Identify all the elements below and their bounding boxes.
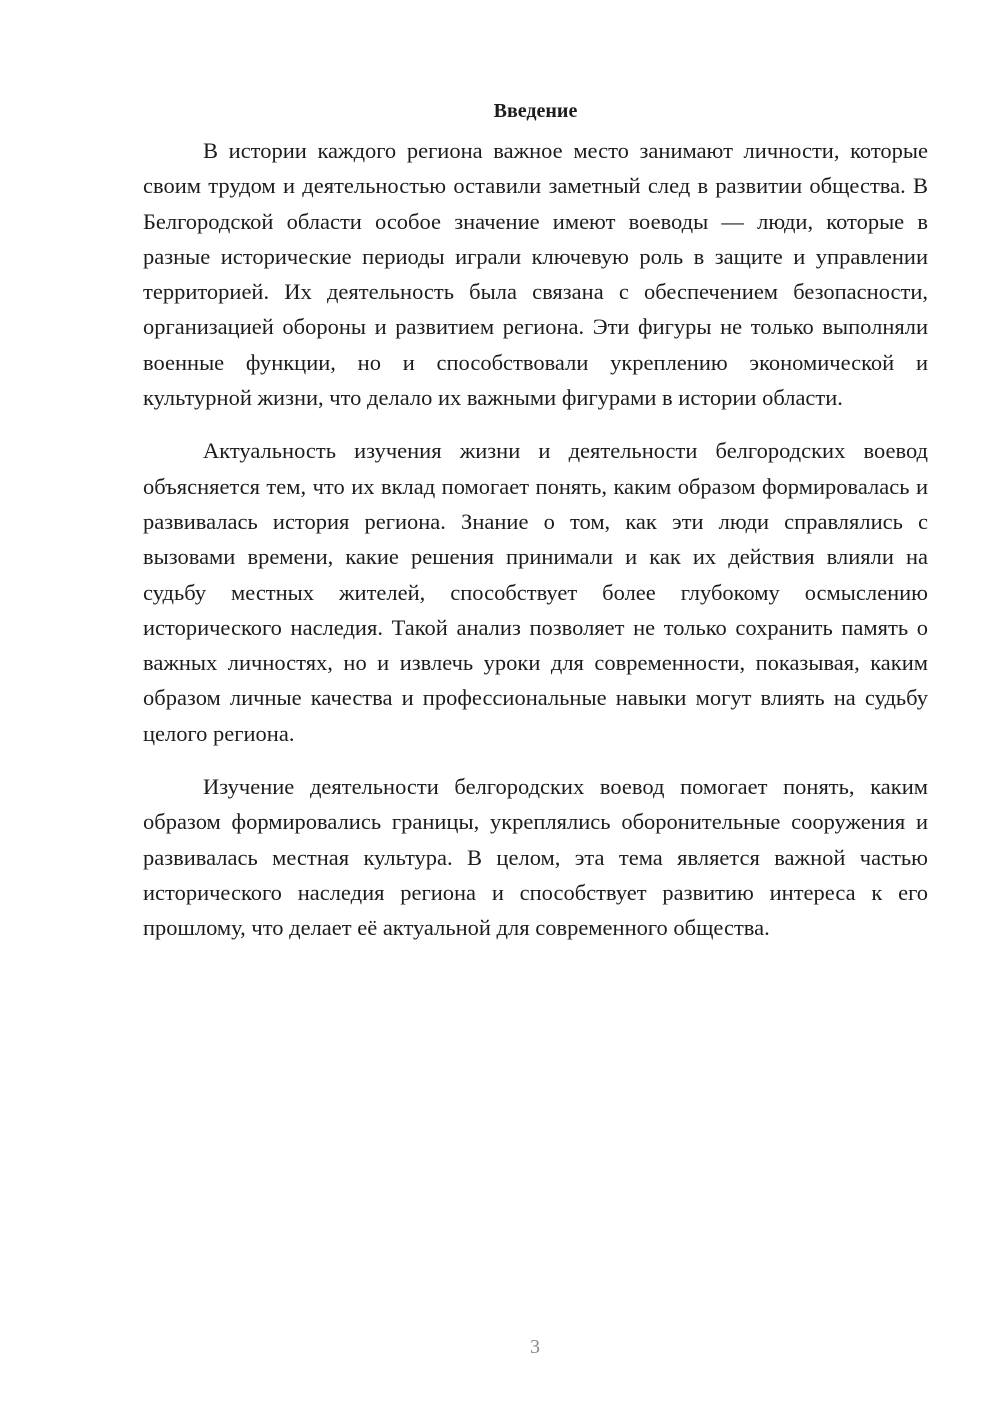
paragraph-2: Актуальность изучения жизни и деятельности белгородских воевод объясняется тем, что их вклад помогает понять, каким образом формировалась и развивалась история региона. Знание о том, как эти люди справлялись с вызовами времени, какие решения принимали и как их действия влияли на судьбу местных жителей, способствует более глубокому осмыслению исторического наследия. Такой анализ позволяет не только сохранить память о важных личностях, но и извлечь уроки для современности, показывая, каким образом личные качества и профессиональные навыки могут влиять на судьбу целого региона. [143,438,928,746]
page-content [143,96,928,964]
section-title: Введение [493,100,578,122]
paragraph-1: В истории каждого региона важное место занимают личности, которые своим трудом и деятельностью оставили заметный след в развитии общества. В Белгородской области особое значение имеют воеводы — люди, которые в разные исторические периоды играли ключевую роль в защите и управлении территорией. Их деятельность была связана с обеспечением безопасности, организацией обороны и развитием региона. Эти фигуры не только выполняли военные функции, но и способствовали укреплению экономической и культурной жизни, что делало их важными фигурами в истории области. [143,138,928,411]
page-number: 3 [530,1336,540,1358]
paragraph-3: Изучение деятельности белгородских воевод помогает понять, каким образом формировались границы, укреплялись оборонительные сооружения и развивалась местная культура. В целом, эта тема является важной частью исторического наследия региона и способствует развитию интереса к его прошлому, что делает её актуальной для современного общества. [143,774,928,941]
